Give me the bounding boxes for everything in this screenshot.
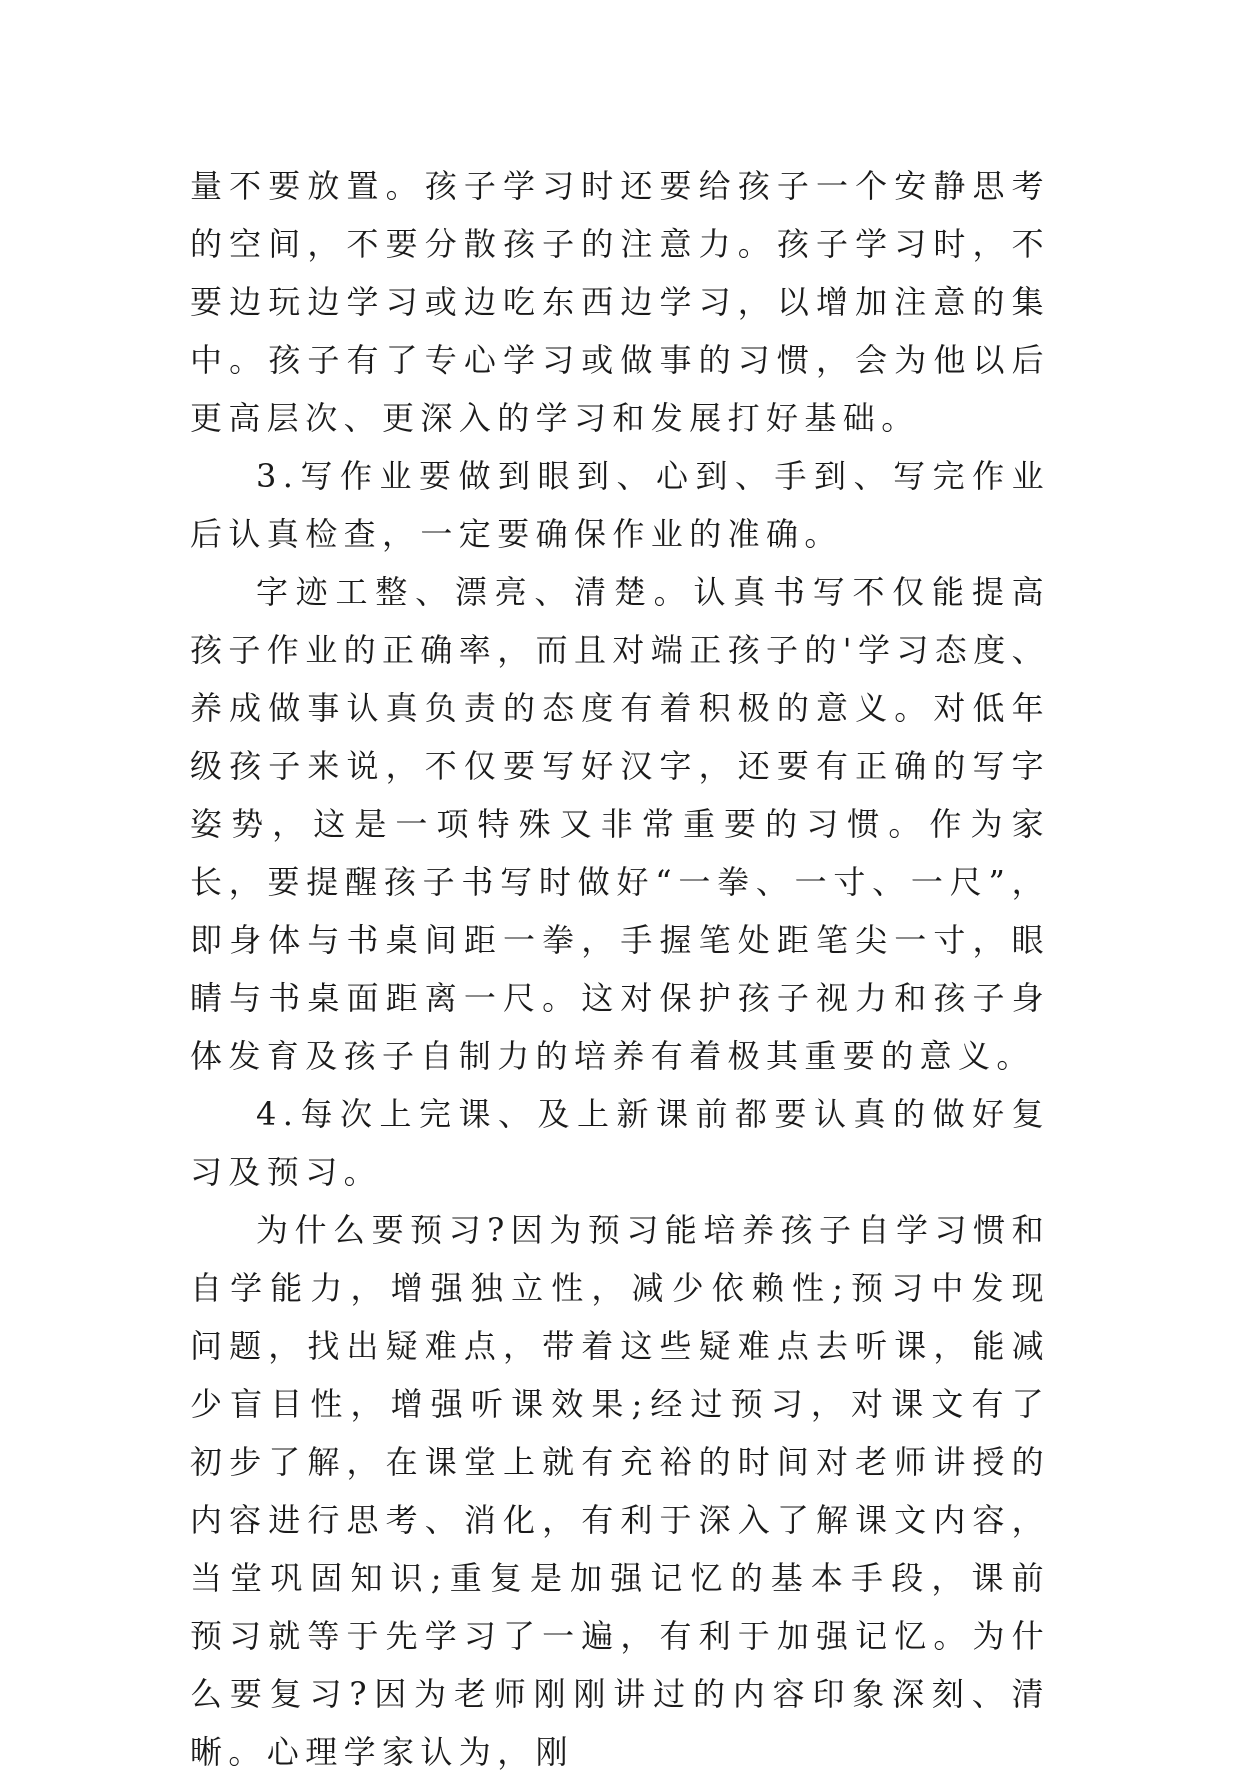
body-text <box>190 157 1050 1781</box>
paragraph-5: 为什么要预习?因为预习能培养孩子自学习惯和自学能力，增强独立性，减少依赖性;预习中发现问题，找出疑难点，带着这些疑难点去听课，能减少盲目性，增强听课效果;经过预习，对课文有了初步了解，在课堂上就有充裕的时间对老师讲授的内容进行思考、消化，有利于深入了解课文内容，当堂巩固知识;重复是加强记忆的基本手段，课前预习就等于先学习了一遍，有利于加强记忆。为什么要复习?因为老师刚刚讲过的内容印象深刻、清晰。心理学家认为，刚 <box>190 1211 1050 1771</box>
paragraph-2: 3.写作业要做到眼到、心到、手到、写完作业后认真检查，一定要确保作业的准确。 <box>190 457 1050 553</box>
paragraph-1: 量不要放置。孩子学习时还要给孩子一个安静思考的空间，不要分散孩子的注意力。孩子学习时，不要边玩边学习或边吃东西边学习，以增加注意的集中。孩子有了专心学习或做事的习惯，会为他以后更高层次、更深入的学习和发展打好基础。 <box>190 167 1050 437</box>
paragraph-4: 4.每次上完课、及上新课前都要认真的做好复习及预习。 <box>190 1095 1050 1191</box>
paragraph-3: 字迹工整、漂亮、清楚。认真书写不仅能提高孩子作业的正确率，而且对端正孩子的'学习态度、养成做事认真负责的态度有着积极的意义。对低年级孩子来说，不仅要写好汉字，还要有正确的写字姿势，这是一项特殊又非常重要的习惯。作为家长，要提醒孩子书写时做好“一拳、一寸、一尺”，即身体与书桌间距一拳，手握笔处距笔尖一寸，眼睛与书桌面距离一尺。这对保护孩子视力和孩子身体发育及孩子自制力的培养有着极其重要的意义。 <box>190 573 1050 1075</box>
